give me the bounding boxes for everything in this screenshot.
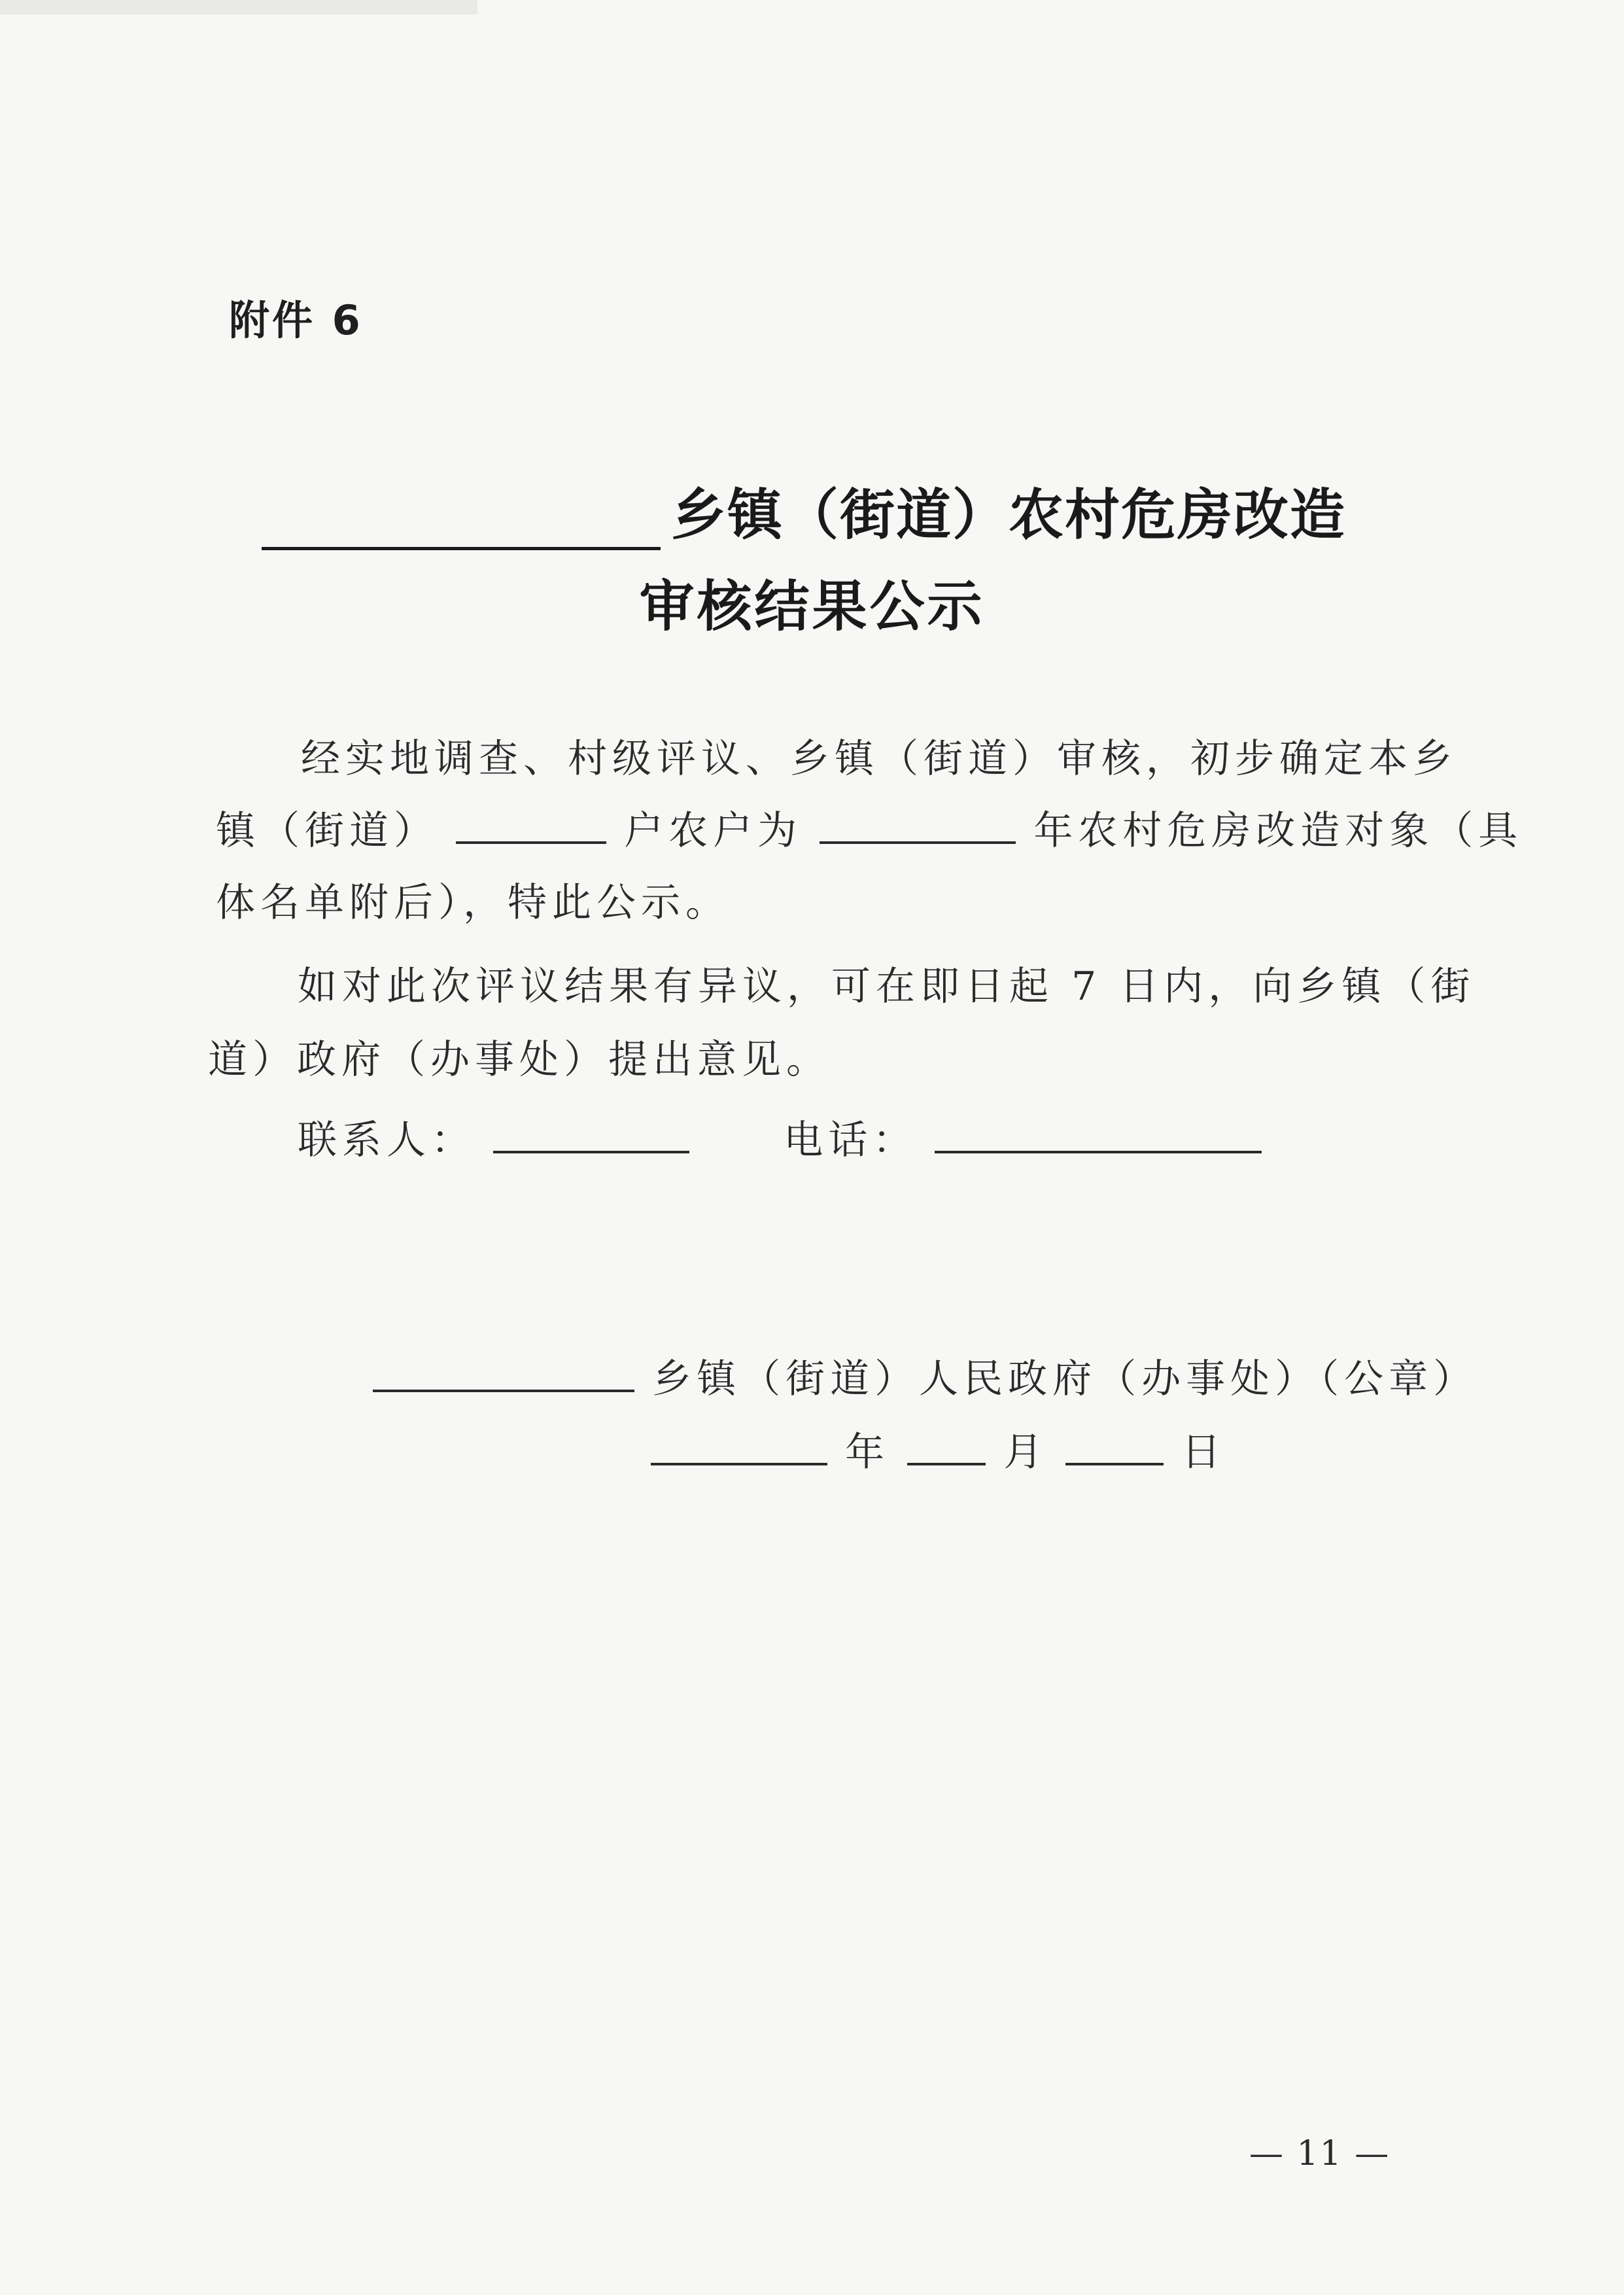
date-day-label: 日: [1181, 1429, 1226, 1475]
title-line-1: [262, 471, 1439, 550]
phone-blank: [935, 1112, 1262, 1153]
title-line-1-text: 乡镇（街道）农村危房改造: [671, 483, 1347, 547]
township-name-blank: [262, 491, 661, 550]
household-count-blank: [456, 802, 606, 844]
paragraph-2-line-1: 如对此次评议结果有异议，可在即日起 7 日内，向乡镇（街: [298, 964, 1476, 1009]
contact-label: 联系人：: [298, 1117, 475, 1163]
contact-name-blank: [493, 1112, 689, 1153]
signature-org-text: 乡镇（街道）人民政府（办事处）（公章）: [652, 1356, 1478, 1402]
date-month-label: 月: [1003, 1429, 1048, 1475]
signature-date-line: [651, 1421, 1226, 1477]
p1-line2-text-b: 户农户为: [624, 808, 803, 854]
contact-line: [298, 1109, 1262, 1165]
paragraph-1-line-3: 体名单附后），特此公示。: [216, 880, 730, 926]
title-line-2: 审核结果公示: [639, 574, 985, 639]
date-month-blank: [907, 1424, 986, 1465]
paragraph-2-line-2: 道）政府（办事处）提出意见。: [208, 1037, 831, 1083]
paragraph-1-line-2: [216, 799, 1523, 856]
phone-label: 电话：: [784, 1117, 918, 1163]
year-blank: [820, 802, 1016, 844]
date-year-label: 年: [845, 1429, 890, 1475]
signature-org-line: [373, 1348, 1477, 1404]
date-year-blank: [651, 1424, 827, 1465]
signature-org-blank: [373, 1350, 634, 1392]
attachment-label: 附件 6: [229, 296, 363, 344]
p1-line2-text-a: 镇（街道）: [216, 808, 438, 854]
page-number: — 11 —: [1249, 2134, 1391, 2173]
scan-artifact: [0, 0, 477, 14]
paragraph-1-line-1: 经实地调查、村级评议、乡镇（街道）审核，初步确定本乡: [301, 736, 1457, 782]
date-day-blank: [1065, 1424, 1164, 1465]
p1-line2-text-c: 年农村危房改造对象（具: [1033, 808, 1523, 854]
